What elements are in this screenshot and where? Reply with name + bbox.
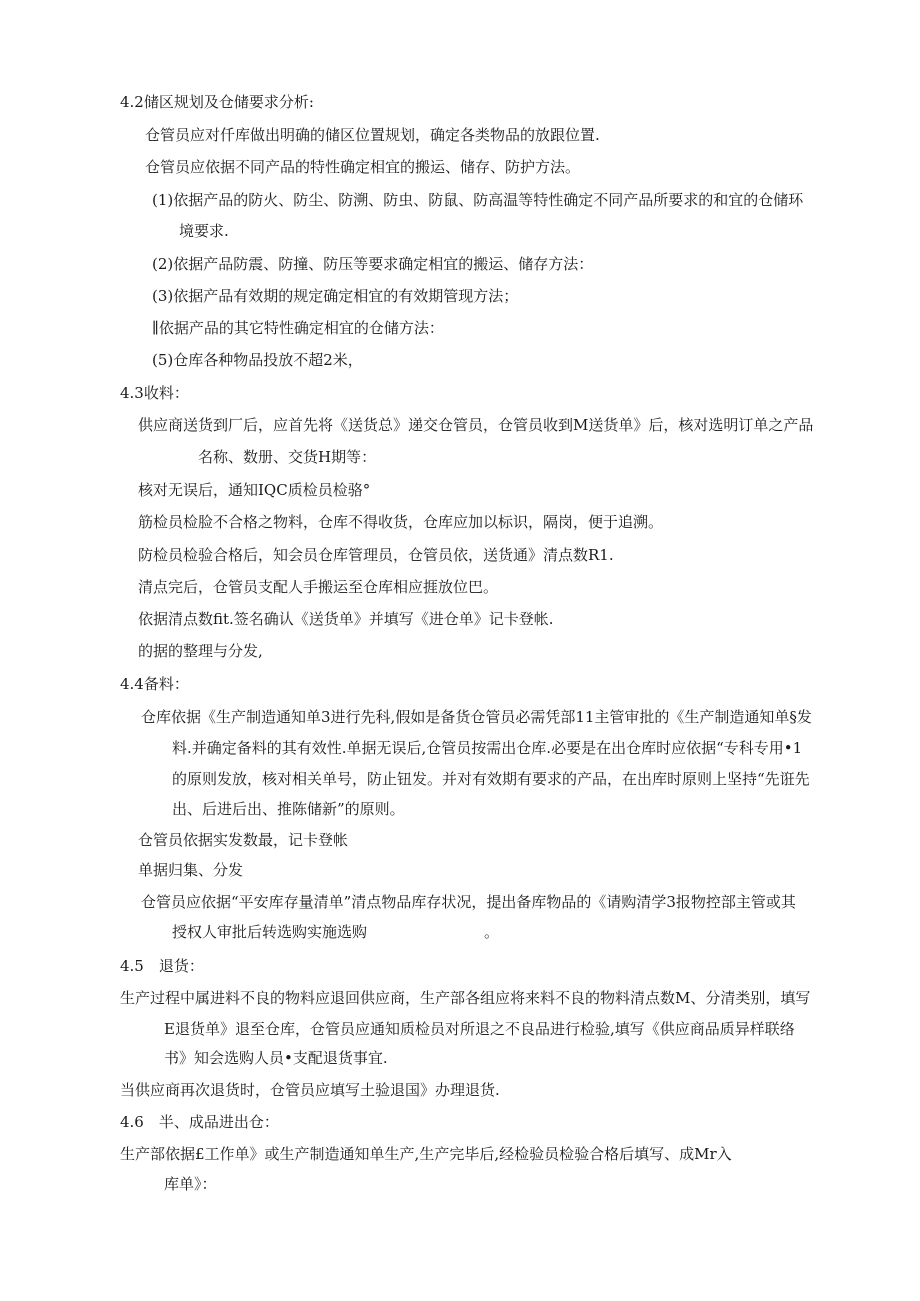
section-4-2-item-1: (1)依据产品的防火、防尘、防溯、防虫、防鼠、防高温等特性确定不同产品所要求的和宜的仓储环 [152,191,804,209]
section-4-3-para-2: 核对无误后，通知IQC质检员检骆° [138,481,371,499]
section-4-2-item-2: (2)依据产品防震、防撞、防压等要求确定相宜的搬运、储存方法： [152,255,594,273]
section-4-4-para-3: 单据归集、分发 [138,861,244,879]
section-4-3-para-1: 供应商送货到厂后，应首先将《送货总》递交仓管员，仓管员收到M送货单》后，核对选明订单之产品 [138,416,814,434]
section-4-3-para-4: 防检员检验合格后，知会员仓库管理员，仓管员依，送货通》清点数R1. [138,546,614,564]
section-4-2-item-3: (3)依据产品有效期的规定确定相宜的有效期管现方法； [152,287,519,305]
section-4-2-heading: 4.2储区规划及仓储要求分析: [120,93,314,111]
section-4-4-para-1: 仓库依据《生产制造通知单3进行先科,假如是备货仓管员必需凭部11主管审批的《生产制造通知单§发 [141,708,812,726]
section-4-5-para-1-cont-1: E退货单》退至仓库，仓管员应通知质检员对所退之不良品进行检验,填写《供应商品质异样联络 [164,1020,795,1038]
section-4-5-heading: 4.5 退货： [120,957,204,975]
section-4-6-para-1: 生产部依据£工作单》或生产制造通知单生产,生产完毕后,经检验员检验合格后填写、成Mr入 [120,1145,732,1163]
section-4-4-para-2: 仓管员依据实发数最，记卡登帐 [138,831,349,849]
section-4-4-para-4-tail: 。 [484,923,500,941]
section-4-6-para-1-cont: 库单》： [164,1175,217,1193]
section-4-5-para-1: 生产过程中属进料不良的物料应退回供应商，生产部各组应将来料不良的物料清点数M、分清类别，填写 [120,989,811,1007]
section-4-3-para-6: 依据清点数fit.签名确认《送货单》并填写《进仓单》记卡登帐. [138,610,554,628]
section-4-3-para-5: 清点完后，仓管员支配人手搬运至仓库相应捱放位巴。 [138,578,499,596]
section-4-4-para-1-cont-2: 的原则发放，核对相关单号，防止钮发。并对有效期有要求的产品，在出库时原则上坚持“先诳先 [172,770,810,788]
section-4-5-para-2: 当供应商再次退货时，仓管员应填写土验退国》办理退货. [120,1081,500,1099]
section-4-3-para-7: 的据的整理与分发, [138,642,263,660]
section-4-4-para-4-cont: 授权人审批后转选购实施选购 [172,923,368,941]
section-4-2-item-5: (5)仓库各种物品投放不超2米， [152,351,363,369]
section-4-2-para-1: 仓管员应对仟库做出明确的储区位置规划，确定各类物品的放跟位置. [145,126,600,144]
section-4-2-item-4: ∥依据产品的其它特性确定相宜的仓储方法： [152,319,444,337]
section-4-4-heading: 4.4备料： [120,675,189,693]
section-4-4-para-1-cont-1: 料.并确定备料的其有效性.单据无误后,仓管员按需出仓库.必要是在出仓库时应依据“专科专用•1 [172,739,803,757]
section-4-2-para-2: 仓管员应依据不同产品的特性确定相宜的搬运、储存、防护方法。 [145,158,581,176]
section-4-3-para-1-cont: 名称、数册、交货H期等： [198,448,377,466]
section-4-5-para-1-cont-2: 书》知会选购人员•支配退货事宜. [164,1049,388,1067]
section-4-4-para-1-cont-3: 出、后进后出、推陈储新”的原则。 [172,800,405,818]
section-4-4-para-4: 仓管员应依据“平安库存量清单”清点物品库存状况，提出备库物品的《请购清学3报物控部主管或其 [141,893,796,911]
section-4-3-para-3: 筋检员检脸不合格之物料，仓库不得收货，仓库应加以标识，隔岗，便于追溯。 [138,513,664,531]
section-4-3-heading: 4.3收料： [120,384,189,402]
section-4-2-item-1-cont: 境要求. [179,222,229,240]
section-4-6-heading: 4.6 半、成品进出仓： [120,1113,279,1131]
